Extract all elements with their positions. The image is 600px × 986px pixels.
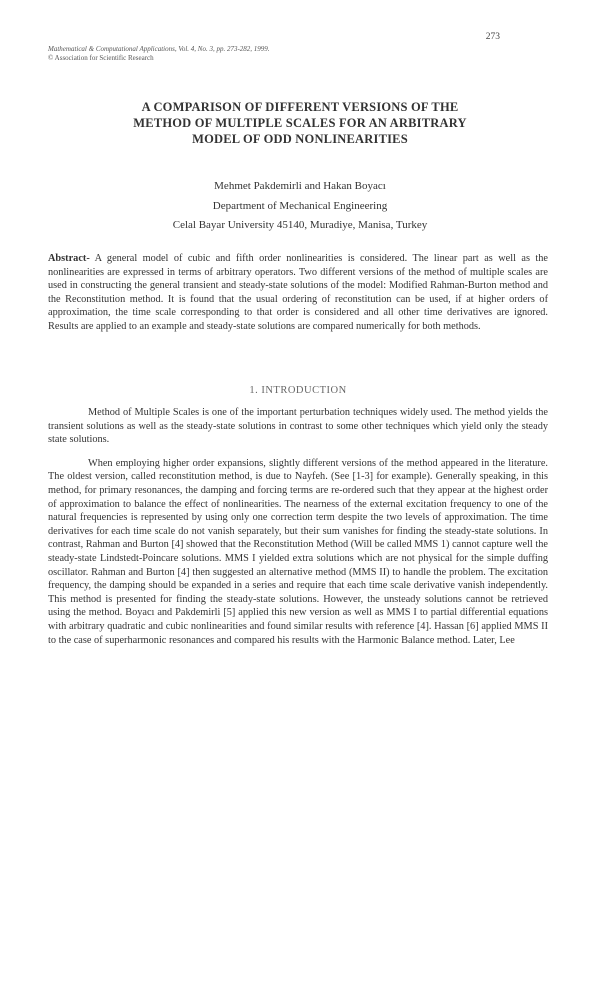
title-line-1: A COMPARISON OF DIFFERENT VERSIONS OF THE: [141, 100, 459, 114]
paper-title: [48, 99, 552, 147]
author-block: [48, 177, 552, 236]
intro-paragraph-1: Method of Multiple Scales is one of the important perturbation techniques widely used. The method yields the transient solutions as well as the steady-state solutions in contrast to some other techniques which yield only the steady state solutions.: [48, 407, 548, 446]
introduction-body: [48, 406, 548, 647]
journal-header: [48, 45, 270, 63]
title-line-3: MODEL OF ODD NONLINEARITIES: [192, 132, 408, 146]
journal-citation: Mathematical & Computational Applications, Vol. 4, No. 3, pp. 273-282, 1999.: [48, 45, 270, 53]
author-department: Department of Mechanical Engineering: [212, 199, 388, 212]
copyright-line: © Association for Scientific Research: [48, 54, 154, 62]
abstract-label: Abstract-: [48, 253, 90, 264]
title-line-2: METHOD OF MULTIPLE SCALES FOR AN ARBITRARY: [133, 116, 467, 130]
section-heading-introduction: 1. INTRODUCTION: [249, 385, 347, 396]
author-university: Celal Bayar University 45140, Muradiye, Manisa, Turkey: [172, 219, 428, 231]
page-number: 273: [485, 32, 500, 42]
intro-paragraph-2: When employing higher order expansions, slightly different versions of the method appeared in the literature. The oldest version, called reconstitution method, is due to Nayfeh. (See [1-3] for example). Generally speaking, in this method, for primary resonances, the damping and forcing terms are re-ordered such that they appear at the highest order of approximation to balance the effect of nonlinearities. The nearness of the external excitation frequency to one of the natural frequencies is represented by using only one correction term despite the two levels of approximation. The time derivatives for each time scale do not vanish separately, but their sum vanishes for finding the steady-state solutions. In contrast, Rahman and Burton [4] showed that the Reconstitution Method (Will be called MMS 1) cannot capture well the steady-state Lindstedt-Poincare solutions. MMS I yielded extra solutions which are not physical for the simple duffing oscillator. Rahman and Burton [4] then suggested an alternative method (MMS II) to handle the problem. The excitation frequency, the damping should be expanded in a series and require that each time scale derivative vanish independently. This method is presented for finding the steady-state solutions. However, the unsteady solutions cannot be retrieved using the method. Boyacı and Pakdemirli [5] applied this new version as well as MMS I to partial differential equations with arbitrary quadratic and cubic nonlinearities and found similar results with reference [4]. Hassan [6] applied MMS II to the case of superharmonic resonances and compared his results with the Harmonic Balance method. Later, Lee: [48, 457, 548, 646]
abstract-text: A general model of cubic and fifth order nonlinearities is considered. The linear part as well as the nonlinearities are expressed in terms of arbitrary operators. Two different versions of the method of multiple scales are used in constructing the general transient and steady-state solutions of the model: Modified Rahman-Burton method and the Reconstitution method. It is found that the usual ordering of reconstitution can be used, if at higher orders of approximation, the time scale corresponding to that order is considered and all other time derivatives are ignored. Results are applied to an example and steady-state solutions are compared numerically for both methods.: [48, 253, 548, 332]
abstract-paragraph: [48, 252, 548, 334]
author-names: Mehmet Pakdemirli and Hakan Boyacı: [214, 180, 386, 192]
abstract: [48, 252, 548, 334]
